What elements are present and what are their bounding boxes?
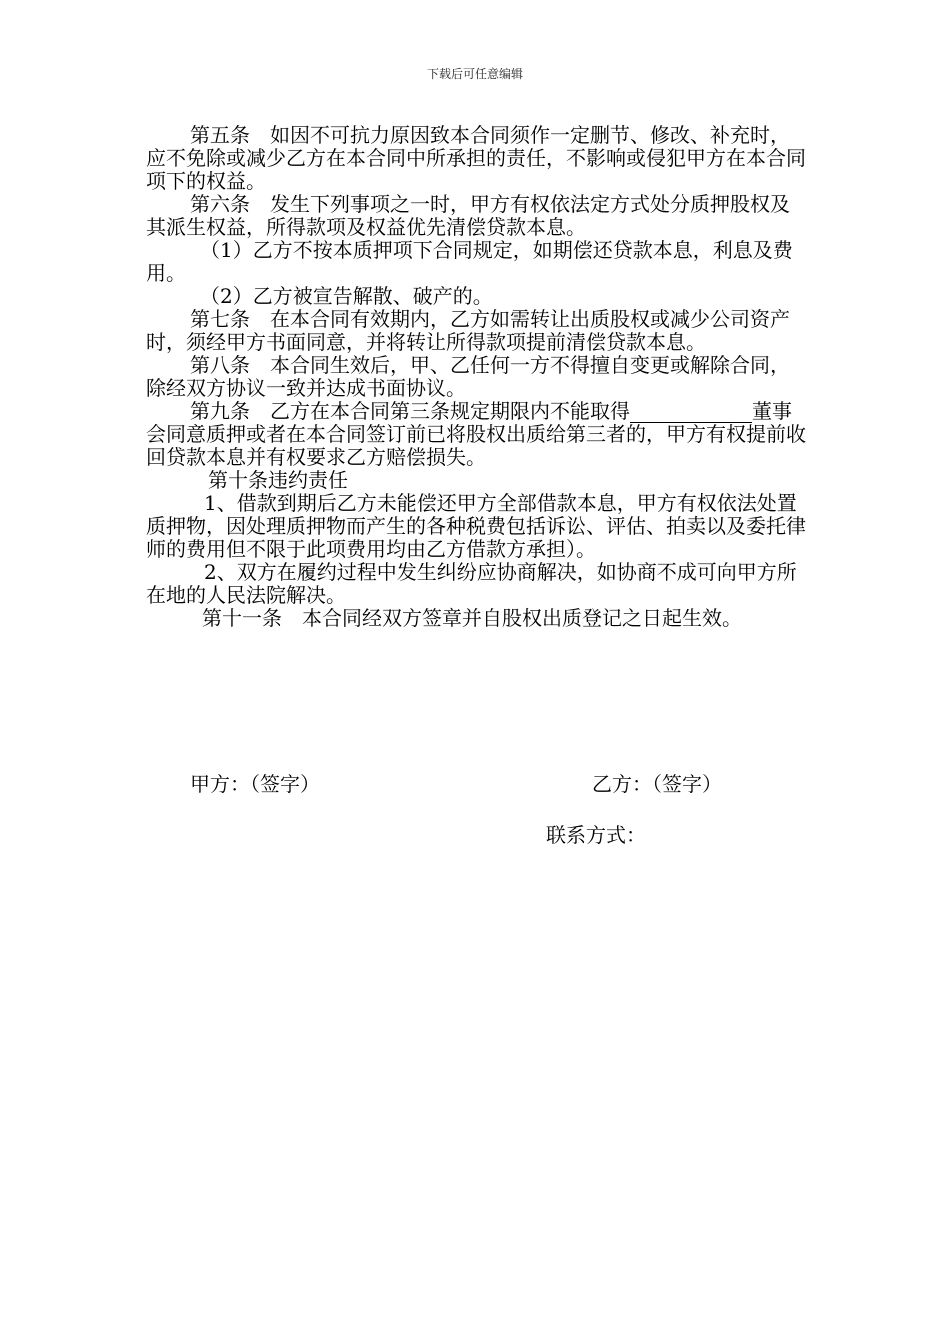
article-10-item-1: 1、借款到期后乙方未能偿还甲方全部借款本息，甲方有权依法处置质押物，因处理质押物而产生的各种税费包括诉讼、评估、拍卖以及委托律师的费用但不限于此项费用均由乙方借款方承担）。 — [146, 491, 806, 561]
article-8: 第八条 本合同生效后，甲、乙任何一方不得擅自变更或解除合同，除经双方协议一致并达成书面协议。 — [146, 353, 790, 400]
article-9-tail: 董事会同意质押或者在本合同签订前已将股权出质给第三者的，甲方有权提前收回贷款本息并有权要求乙方赔偿损失。 — [146, 399, 806, 469]
article-6-item-1: （1）乙方不按本质押项下合同规定，如期偿还贷款本息，利息及费用。 — [146, 238, 793, 285]
article-9-head: 第九条 乙方在本合同第三条规定期限内不能取得 — [190, 399, 630, 423]
article-6-item-2: （2）乙方被宣告解散、破产的。 — [200, 284, 493, 308]
fill-in-blank — [630, 402, 752, 423]
article-9 — [146, 400, 806, 469]
contract-body — [146, 124, 806, 630]
party-b-signature: 乙方：（签字） — [592, 772, 722, 796]
article-10-item-2: 2、双方在履约过程中发生纠纷应协商解决，如协商不成可向甲方所在地的人民法院解决。 — [146, 560, 797, 607]
party-a-signature: 甲方：（签字） — [190, 772, 320, 796]
article-10-title: 第十条违约责任 — [208, 468, 348, 492]
article-6: 第六条 发生下列事项之一时，甲方有权依法定方式处分质押股权及其派生权益，所得款项及权益优先清偿贷款本息。 — [146, 192, 790, 239]
page-header-note: 下载后可任意编辑 — [426, 67, 523, 81]
contact-info-label: 联系方式： — [546, 823, 646, 847]
article-11: 第十一条 本合同经双方签章并自股权出质登记之日起生效。 — [202, 606, 742, 630]
article-7: 第七条 在本合同有效期内，乙方如需转让出质股权或减少公司资产时，须经甲方书面同意，并将转让所得款项提前清偿贷款本息。 — [146, 307, 790, 354]
article-5: 第五条 如因不可抗力原因致本合同须作一定删节、修改、补充时，应不免除或减少乙方在本合同中所承担的责任，不影响或侵犯甲方在本合同项下的权益。 — [146, 123, 806, 193]
